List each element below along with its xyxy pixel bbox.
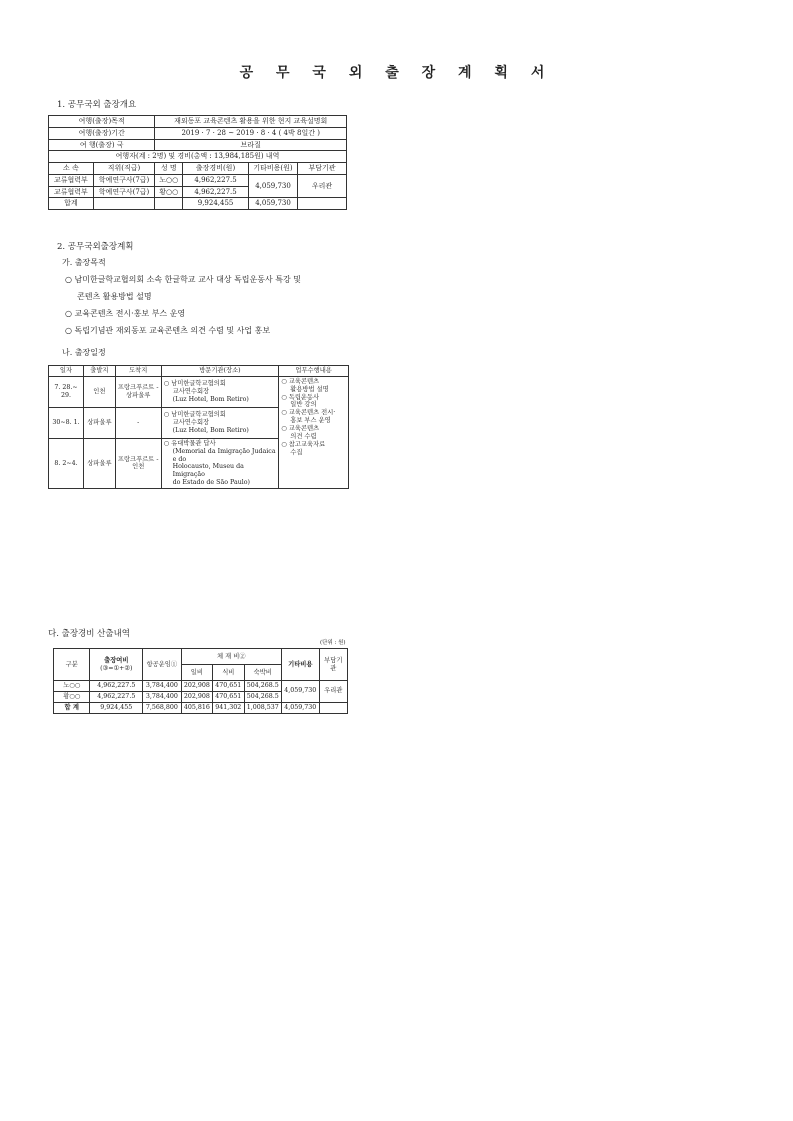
sched-tasks [279, 376, 349, 488]
country-value: 브라질 [155, 139, 347, 151]
sched-visit [161, 376, 279, 407]
header-stay: 체 재 비② [181, 649, 281, 665]
row-org: 교류협력부 [49, 174, 94, 186]
exp-total-label: 합 계 [54, 702, 90, 713]
sched-to: 프랑크푸르트 -인천 [115, 438, 161, 488]
header-food: 식비 [213, 665, 244, 681]
exp-air: 3,784,400 [143, 691, 181, 702]
sched-header-from: 출발지 [83, 366, 115, 377]
purpose-label: 여행(출장)목적 [49, 116, 155, 128]
period-value: 2019 · 7 · 28 ~ 2019 · 8 · 4 ( 4박 8일간 ) [155, 127, 347, 139]
country-label: 여 행(출장) 국 [49, 139, 155, 151]
header-trip-label: 출장여비 [104, 656, 129, 664]
task-line: ○ 참고교육자료 [281, 440, 326, 448]
visit-line: (Memorial da Imigração Judaica e do [172, 447, 276, 463]
visit-line: ○ 남미한글학교협의회 [163, 411, 226, 419]
period-label: 여행(출장)기간 [49, 127, 155, 139]
section-2-heading: 2. 공무국외출장계획 [57, 242, 134, 252]
header-cost: 출장경비(원) [183, 163, 249, 175]
sched-header-date: 일자 [49, 366, 84, 377]
document-title: 공 무 국 외 출 장 계 획 서 [239, 65, 554, 81]
purpose-bullet: ○ 독립기념관 재외동포 교육콘텐츠 의견 수렴 및 사업 홍보 [65, 326, 271, 335]
exp-name: 노○○ [54, 681, 90, 692]
sched-to: 프랑크푸르트 -상파울루 [115, 376, 161, 407]
table-row [54, 681, 348, 692]
header-daily: 일비 [181, 665, 212, 681]
task-line: 수집 [290, 448, 303, 456]
overview-table [48, 115, 347, 210]
payer: 우리관 [298, 174, 347, 198]
sub-heading-purpose: 가. 출장목적 [62, 258, 106, 267]
table-row [49, 174, 347, 186]
section-3-heading: 다. 출장경비 산출내역 [48, 629, 131, 639]
header-gubun: 구분 [54, 649, 90, 681]
total-cost: 9,924,455 [183, 198, 249, 210]
task-line: 활용방법 설명 [290, 385, 329, 393]
task-line: ○ 교육콘텐츠 [281, 425, 320, 433]
sched-header-visit: 방문기관(장소) [161, 366, 279, 377]
exp-trip: 4,962,227.5 [90, 691, 143, 702]
exp-other: 4,059,730 [282, 681, 320, 703]
total-row [54, 702, 348, 713]
visit-line: Holocausto, Museu da Imigração [172, 463, 244, 479]
row-org: 교류협력부 [49, 186, 94, 198]
expense-table [53, 648, 348, 714]
header-lodge: 숙박비 [244, 665, 282, 681]
exp-total-daily: 405,816 [181, 702, 212, 713]
exp-total-other: 4,059,730 [282, 702, 320, 713]
visit-line: (Luz Hotel, Bom Retiro) [172, 395, 249, 403]
exp-total-food: 941,302 [213, 702, 244, 713]
row-name: 노○○ [155, 174, 183, 186]
section-1-heading: 1. 공무국외 출장개요 [57, 100, 137, 110]
purpose-bullet-cont: 콘텐츠 활용방법 설명 [77, 292, 152, 301]
row-position: 학예연구사(7급) [93, 174, 155, 186]
exp-total-trip: 9,924,455 [90, 702, 143, 713]
task-line: ○ 교육콘텐츠 [281, 377, 320, 385]
sched-to: - [115, 407, 161, 438]
exp-lodge: 504,268.5 [244, 691, 282, 702]
sub-heading-schedule: 나. 출장일정 [62, 348, 106, 357]
total-label: 합계 [49, 198, 94, 210]
row-name: 황○○ [155, 186, 183, 198]
sched-from: 상파울루 [83, 407, 115, 438]
visit-line: ○ 남미한글학교협의회 [163, 380, 226, 388]
header-other: 기타비용 [282, 649, 320, 681]
task-line: 의견 수렴 [290, 432, 317, 440]
schedule-table [48, 365, 349, 489]
task-line: 홍보 부스 운영 [290, 417, 331, 425]
header-payer: 부담기관 [298, 163, 347, 175]
exp-total-air: 7,568,800 [143, 702, 181, 713]
visit-line: 교사연수회장 [172, 418, 210, 426]
visit-line: do Estado de São Paulo) [172, 479, 251, 487]
total-row [49, 198, 347, 210]
task-line: 일반 강의 [290, 401, 317, 409]
header-name: 성 명 [155, 163, 183, 175]
header-trip [90, 649, 143, 681]
header-trip-formula: (③=①+②) [100, 664, 133, 672]
task-line: ○ 교육콘텐츠 전시· [281, 409, 336, 417]
sched-date: 30~8. 1. [49, 407, 84, 438]
exp-food: 470,651 [213, 681, 244, 692]
exp-daily: 202,908 [181, 691, 212, 702]
exp-total-lodge: 1,008,537 [244, 702, 282, 713]
header-air: 항공운임① [143, 649, 181, 681]
exp-lodge: 504,268.5 [244, 681, 282, 692]
header-position: 직위(직급) [93, 163, 155, 175]
visit-line: 교사연수회장 [172, 387, 210, 395]
purpose-value: 재외동포 교육콘텐츠 활용을 위한 현지 교육설명회 [155, 116, 347, 128]
purpose-bullet: ○ 교육콘텐츠 전시·홍보 부스 운영 [65, 309, 186, 318]
sched-from: 상파울루 [83, 438, 115, 488]
row-position: 학예연구사(7급) [93, 186, 155, 198]
row-cost: 4,962,227.5 [183, 174, 249, 186]
exp-food: 470,651 [213, 691, 244, 702]
exp-payer: 우리관 [319, 681, 347, 703]
row-cost: 4,962,227.5 [183, 186, 249, 198]
total-other: 4,059,730 [249, 198, 298, 210]
exp-air: 3,784,400 [143, 681, 181, 692]
header-payer: 부담기관 [319, 649, 347, 681]
exp-name: 황○○ [54, 691, 90, 702]
exp-daily: 202,908 [181, 681, 212, 692]
sched-visit [161, 407, 279, 438]
purpose-bullet: ○ 남미한글학교협의회 소속 한글학교 교사 대상 독립운동사 특강 및 [65, 275, 301, 284]
table-row [49, 376, 349, 407]
sched-date: 8. 2~4. [49, 438, 84, 488]
sched-from: 인천 [83, 376, 115, 407]
sched-header-to: 도착지 [115, 366, 161, 377]
travelers-caption: 여행자(계 : 2명) 및 경비(총액 : 13,984,185원) 내역 [49, 151, 347, 163]
task-line: ○ 독립운동사 [281, 393, 320, 401]
visit-line: ○ 유대박물관 답사 [163, 439, 216, 447]
unit-note: (단위 : 원) [320, 640, 346, 646]
header-other-cost: 기타비용(원) [249, 163, 298, 175]
sched-visit [161, 438, 279, 488]
header-org: 소 속 [49, 163, 94, 175]
visit-line: (Luz Hotel, Bom Retiro) [172, 426, 249, 434]
sched-date: 7. 28.~ 29. [49, 376, 84, 407]
sched-header-task: 업무수행내용 [279, 366, 349, 377]
other-cost: 4,059,730 [249, 174, 298, 198]
exp-trip: 4,962,227.5 [90, 681, 143, 692]
